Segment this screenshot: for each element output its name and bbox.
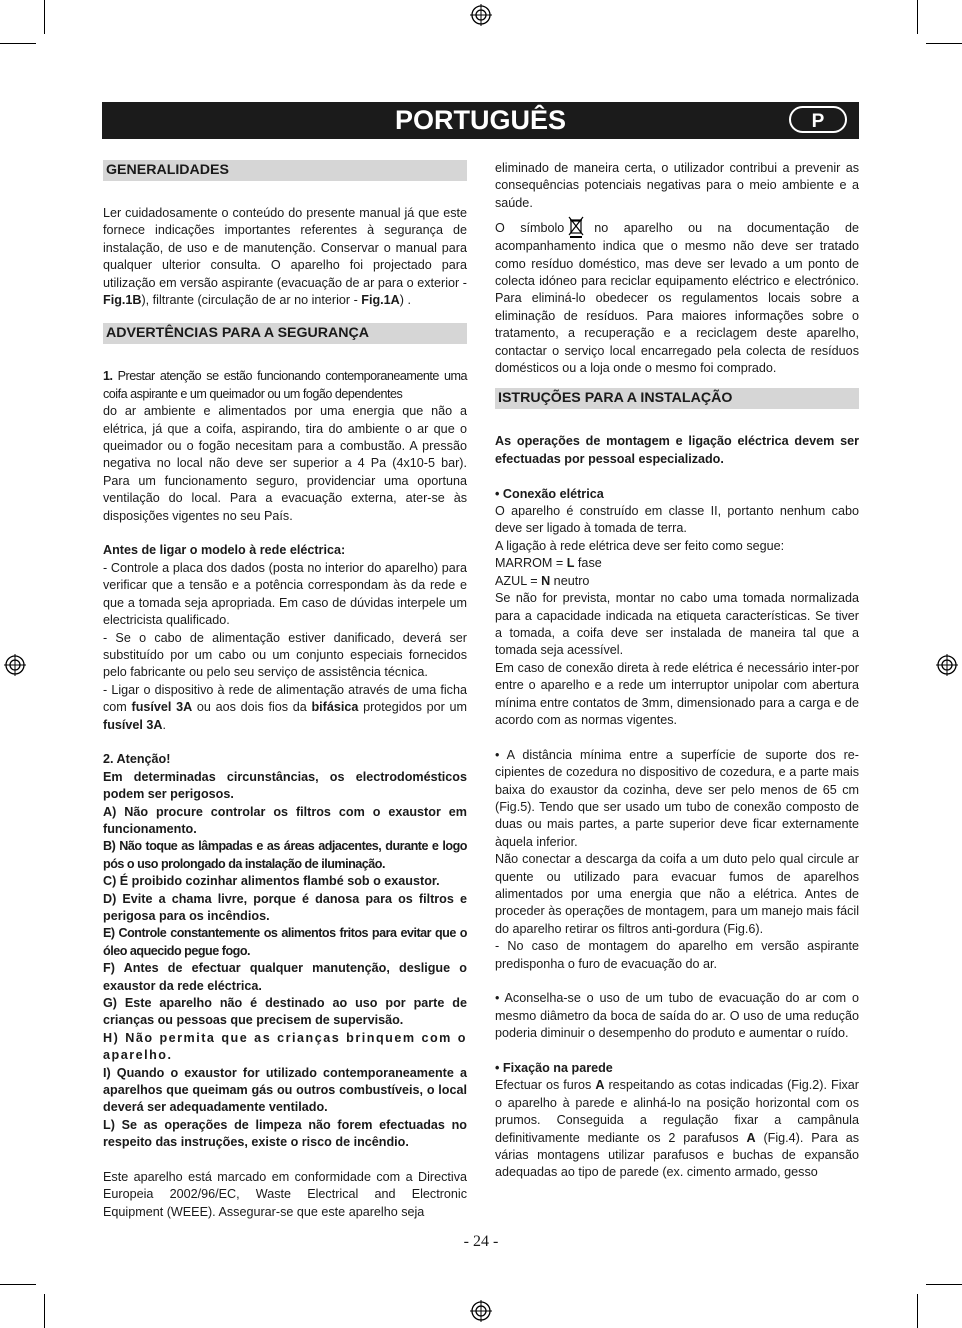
crop-mark <box>926 1284 962 1285</box>
section-heading-advertencias: ADVERTÊNCIAS PARA A SEGURANÇA <box>103 323 467 344</box>
registration-mark-icon <box>936 654 958 676</box>
crop-mark <box>0 43 36 44</box>
antes-point-3 <box>103 682 467 734</box>
paragraph-item-1-intro <box>103 368 467 403</box>
text: L <box>566 556 575 571</box>
warning-item: H) Não permita que as crianças brinquem com o aparelho. <box>103 1030 467 1063</box>
text: ) . <box>399 293 411 308</box>
text: (Fig.4). Para as várias montagens utilizar parafusos e buchas de expansão adequadas ao tipo de parede (ex. cimento armado, gesso <box>495 1130 859 1180</box>
text: A <box>595 1078 605 1093</box>
warning-item: B) Não toque as lâmpadas e as áreas adjacentes, durante e logo pós o uso prolongado da instalação de iluminação. <box>103 839 467 871</box>
antes-heading: Antes de ligar o modelo à rede eléctrica: <box>103 543 346 558</box>
section-heading-generalidades: GENERALIDADES <box>103 160 467 181</box>
text: MARROM = <box>495 556 567 571</box>
crop-mark <box>0 1284 36 1285</box>
registration-mark-icon <box>470 1300 492 1322</box>
text: Ler cuidadosamente o conteúdo do presente manual já que este fornece indicações importantes referentes à segurança de instalação, de uso e de manutenção. Conservar o manual para qualquer ulterior consulta. O aparelho foi projectado para utilização em versão aspirante (evacuação de ar para o exterior - <box>103 206 467 290</box>
crop-mark <box>917 1294 918 1328</box>
weee-continuation: eliminado de maneira certa, o utilizador contribui a prevenir as consequências potenciais negativas para o meio ambiente e a saúde. <box>495 161 859 210</box>
page-title: PORTUGUÊS <box>394 105 567 135</box>
instalacao-intro: As operações de montagem e ligação eléctrica devem ser efectuadas por pessoal especializado. <box>495 434 859 466</box>
warning-item: D) Evite a chama livre, porque é danosa para os filtros e perigosa para os incêndios. <box>103 891 467 923</box>
paragraph-generalidades <box>103 205 467 309</box>
text: Prestar atenção se estão funcionando contemporaneamente uma coifa aspirante e um queimador ou um fogão dependentes <box>103 369 467 401</box>
warning-item: I) Quando o exaustor for utilizado contemporaneamente a aparelhos que queimam gás ou outros combustíveis, o local deverá ser adequadamente ventilado. <box>103 1065 467 1115</box>
text: fase <box>574 556 602 571</box>
fixacao-title: • Fixação na parede <box>495 1061 613 1076</box>
registration-mark-icon <box>470 4 492 26</box>
text: O símbolo <box>495 221 565 236</box>
text: fusível 3A <box>131 700 193 715</box>
page-number: - 24 - <box>463 1233 499 1250</box>
text: ou aos dois fios da <box>192 700 312 715</box>
registration-mark-icon <box>4 654 26 676</box>
weee-paragraph: Este aparelho está marcado em conformidade com a Directiva Europeia 2002/96/EC, Waste Electrical and Electronic Equipment (WEEE). Assegurar-se que este aparelho seja <box>103 1170 467 1219</box>
right-column <box>495 160 859 1182</box>
text: protegidos por um <box>358 700 467 715</box>
text: ), filtrante (circulação de ar no interior - <box>141 293 362 308</box>
warning-item: E) Controle constantemente os alimentos fritos para evitar que o óleo aquecido pegue fogo. <box>103 926 467 958</box>
warning-item: C) É proibido cozinhar alimentos flambé sob o exaustor. <box>103 874 440 889</box>
nao-conectar-paragraph: Não conectar a descarga da coifa a um duto pelo qual circule ar quente ou utilizado para evacuar fumos de aparelhos alimentados por uma energia que não a elétrica. Antes de proceder às operações de montagem, para um manejo mais fácil do aparelho retirar os filtros anti-gordura (Fig.6). <box>495 852 859 936</box>
section-heading-instalacao: ISTRUÇÕES PARA A INSTALAÇÃO <box>495 388 859 409</box>
language-banner <box>102 102 859 139</box>
text: . <box>162 717 166 732</box>
antes-point-1: - Controle a placa dos dados (posta no interior do aparelho) para verificar que a tensão e a potência correspondam às da rede e que a tomada seja apropriada. Em caso de dúvidas interpele um electricista qualificado. <box>103 560 467 628</box>
antes-point-2: - Se o cabo de alimentação estiver danificado, deverá ser substituído por um cabo ou um conjunto especiais fornecidos pelo fabricante ou pelo seu serviço de assistência técnica. <box>103 630 467 680</box>
text: Efectuar os furos <box>495 1078 596 1093</box>
warning-item: G) Este aparelho não é destinado ao uso por parte de crianças ou pessoas que precisem de supervisão. <box>103 996 467 1028</box>
warning-item: L) Se as operações de limpeza não forem efectuadas no respeito das instruções, existe o risco de incêndio. <box>103 1117 467 1150</box>
text: neutro <box>550 573 590 588</box>
aconselha-paragraph: • Aconselha-se o uso de um tubo de evacuação do ar com o mesmo diâmetro da boca de saída do ar. O uso de uma redução poderia diminuir o desempenho do produto e aumentar o ruído. <box>495 991 859 1041</box>
warning-item: F) Antes de efectuar qualquer manutenção, desligue o exaustor da rede eléctrica. <box>103 961 467 993</box>
fixacao-paragraph <box>495 1077 859 1181</box>
conexao-title: • Conexão elétrica <box>495 486 604 501</box>
wire-brown <box>495 555 859 572</box>
figure-ref: Fig.1A <box>361 293 400 308</box>
conexao-text: Em caso de conexão direta à rede elétrica é necessário inter-por entre o aparelho e a rede um interruptor unipolar com abertura mínima entre contatos de 3mm, dimensionado para a carga e de acordo com as normas vigentes. <box>495 660 859 727</box>
atencao-intro: Em determinadas circunstâncias, os electrodomésticos podem ser perigosos. <box>103 769 467 802</box>
crop-mark <box>926 43 962 44</box>
text: - Ligar o dispositivo à rede de alimentação através de uma ficha com <box>103 682 467 715</box>
text: no aparelho ou na documentação de acompanhamento indica que o mesmo não deve ser tratado como resíduo doméstico, mas deve ser levado a um ponto de colecta idóneo para reciclar equipamento eléctrico e electrónico. Para eliminá-lo obedecer os regulamentos locais sobre a eliminação de resíduos. Para maiores informações sobre o tratamento, a recuperação e a reciclagem deste aparelho, contactar o serviço local encarregado pela colecta de resíduos domésticos ou a loja onde o mesmo foi comprado. <box>495 221 859 376</box>
figure-ref: Fig.1B <box>103 293 142 308</box>
distancia-paragraph: • A distância mínima entre a superfície de suporte dos re-cipientes de cozedura no dispositivo de cozedura, e a parte mais baixa do exaustor da cozinha, deve ser pelo menos de 65 cm (Fig.5). Tendo que ser usado um tubo de conexão composto de duas ou mais partes, a parte superior deve ficar externamente àquela inferior. <box>495 747 859 849</box>
atencao-title: 2. Atenção! <box>103 752 171 767</box>
crop-mark <box>44 0 45 34</box>
left-column <box>103 160 467 1221</box>
wire-blue <box>495 573 859 590</box>
text: N <box>541 573 551 588</box>
text: A <box>746 1130 756 1145</box>
weee-symbol-paragraph <box>495 216 859 377</box>
conexao-text: O aparelho é construído em classe II, portanto nenhum cabo deve ser ligado à tomada de terra. <box>495 504 859 536</box>
text: bifásica <box>311 700 359 715</box>
conexao-text: Se não for prevista, montar no cabo uma tomada normalizada para a capacidade indicada na etiqueta características. Se tiver a tomada, a coifa deve ser instalada de maneira tal que a tomada seja acessível. <box>495 591 859 658</box>
text: fusível 3A <box>103 717 163 732</box>
language-badge: P <box>789 106 847 133</box>
aspirante-paragraph: - No caso de montagem do aparelho em versão aspirante predisponha o furo de evacuação do ar. <box>495 939 859 971</box>
warning-item: A) Não procure controlar os filtros com o exaustor em funcionamento. <box>103 804 467 836</box>
paragraph-item-1: do ar ambiente e alimentados por uma energia que não a elétrica, já que a coifa, aspirando, tira do ambiente o ar que o queimador ou o fogão necesitam para a combustão. A pressão negativa no local não deve ser superior a 4 Pa (4x10-5 bar). Para um funcionamento seguro, providenciar uma oportuna ventilação do local. Para a evacuação externa, ater-se às disposições vigentes no seu País. <box>103 404 467 523</box>
text: AZUL = <box>495 573 542 588</box>
crop-mark <box>44 1294 45 1328</box>
conexao-text: A ligação à rede elétrica deve ser feito como segue: <box>495 538 785 553</box>
item-number: 1. <box>103 369 113 384</box>
crop-mark <box>917 0 918 34</box>
text: respeitando as cotas indicadas (Fig.2). Fixar o aparelho à parede e alinhá-lo na posição horizontal com os prumos. Conseguida a regulação fixar a campânula definitivamente mediante os 2 parafusos <box>495 1078 859 1145</box>
crossed-bin-icon <box>568 216 584 238</box>
